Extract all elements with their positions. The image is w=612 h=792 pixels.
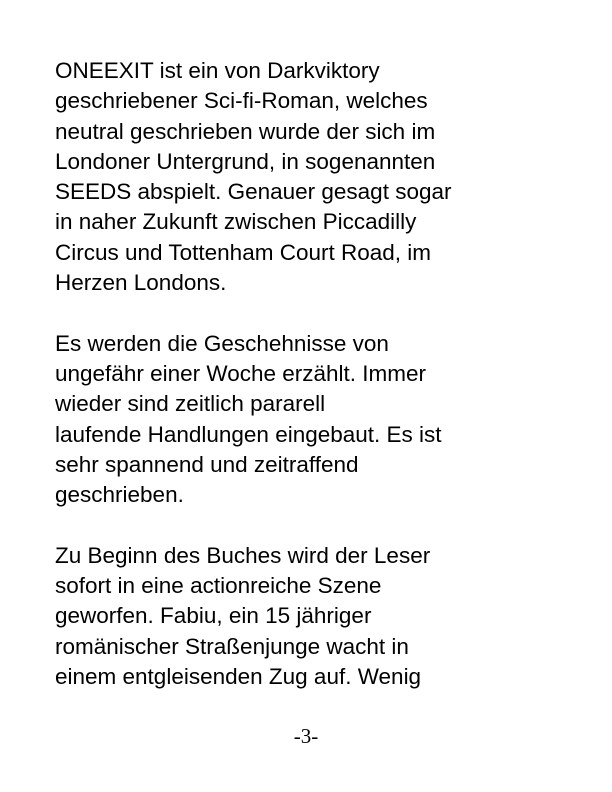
text-line: laufende Handlungen eingebaut. Es ist xyxy=(55,421,442,447)
text-line: sehr spannend und zeitraffend xyxy=(55,451,359,477)
text-line: romänischer Straßenjunge wacht in xyxy=(55,633,409,659)
body-text xyxy=(55,56,575,692)
text-line: sofort in eine actionreiche Szene xyxy=(55,573,382,599)
text-line: geschriebener Sci-fi-Roman, welches xyxy=(55,88,428,114)
text-line: ONEEXIT ist ein von Darkviktory xyxy=(55,58,380,83)
paragraph-2 xyxy=(55,329,575,511)
text-line: SEEDS abspielt. Genauer gesagt sogar xyxy=(55,179,452,205)
text-line: Londoner Untergrund, in sogenannten xyxy=(55,148,436,174)
text-line: Es werden die Geschehnisse von xyxy=(55,330,389,356)
text-line: Zu Beginn des Buches wird der Leser xyxy=(55,542,431,568)
page-number: -3- xyxy=(293,724,319,748)
text-line: geschrieben. xyxy=(55,482,184,508)
text-line: wieder sind zeitlich pararell xyxy=(55,391,326,417)
text-line: geworfen. Fabiu, ein 15 jähriger xyxy=(55,603,372,629)
paragraph-3 xyxy=(55,541,575,692)
text-line: Herzen Londons. xyxy=(55,270,227,296)
text-line: einem entgleisenden Zug auf. Wenig xyxy=(55,663,422,689)
text-line: Circus und Tottenham Court Road, im xyxy=(55,239,432,265)
text-line: ungefähr einer Woche erzählt. Immer xyxy=(55,360,427,386)
text-line: neutral geschrieben wurde der sich im xyxy=(55,118,436,144)
text-line: in naher Zukunft zwischen Piccadilly xyxy=(55,209,417,235)
paragraph-1 xyxy=(55,56,575,298)
